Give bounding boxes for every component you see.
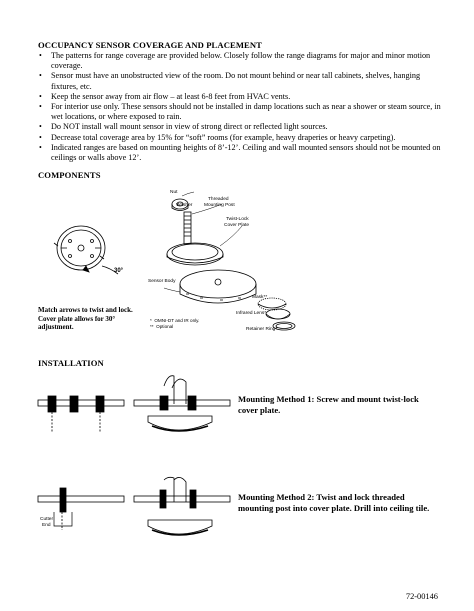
list-item: • The patterns for range coverage are provided below. Closely follow the range diagrams for major and minor motion coverage. (38, 51, 443, 71)
footnote-text: OMNI-DT and IR only. (154, 318, 200, 323)
cutter-end-label: Cutter End (40, 517, 54, 528)
mounting-method-2: Mounting Method 2: Twist and lock threaded mounting post into cover plate. Drill into ceiling tile. (238, 492, 430, 513)
components-heading: COMPONENTS (38, 170, 101, 180)
installation-heading: INSTALLATION (38, 358, 104, 368)
retainer-ring-label: Retainer Ring* (246, 327, 278, 332)
mask-label: Mask** (252, 295, 268, 300)
list-item: • Do NOT install wall mount sensor in view of strong direct or reflected light sources. (38, 122, 443, 132)
washer-label: Washer (176, 203, 193, 208)
coverage-bullet-list (38, 51, 443, 163)
list-item: • Indicated ranges are based on mounting heights of 8’-12’. Ceiling and wall mounted sensors should not be mounted on ceilings or walls above 12’. (38, 143, 443, 163)
footnote-mark: ** (150, 324, 154, 329)
infrared-lens-label: Infrared Lens* (236, 311, 267, 316)
footnote-text: Optional (156, 324, 174, 329)
method2-diagram (36, 474, 232, 550)
cover-plate-detail (54, 226, 118, 274)
list-item: • Keep the sensor away from air flow – at least 6-8 feet from HVAC vents. (38, 92, 443, 102)
footnote-mark: * (150, 318, 152, 323)
cover-plate-caption: Match arrows to twist and lock. Cover plate allows for 30° adjustment. (38, 306, 133, 331)
twist-lock-label: Twist-Lock Cover Plate (224, 217, 250, 228)
angle-label: 30° (114, 268, 124, 274)
sensor-body (164, 270, 256, 303)
components-footnotes (150, 318, 240, 330)
threaded-post (184, 204, 222, 244)
nut-label: Nut (170, 190, 178, 195)
list-item: • For interior use only. These sensors should not be installed in damp locations such as near a shower or steam source, in wet locations, or where exposed to rain. (38, 102, 443, 122)
threaded-post-label: Threaded Mounting Post (204, 197, 235, 208)
list-item: • Sensor must have an unobstructed view of the room. Do not mount behind or near tall cabinets, shelves, hanging fixtures, etc. (38, 71, 443, 91)
twist-lock-plate (167, 226, 242, 265)
coverage-heading: OCCUPANCY SENSOR COVERAGE AND PLACEMENT (38, 40, 263, 50)
document-number: 72-00146 (405, 592, 438, 601)
list-item: • Decrease total coverage area by 15% for “soft” rooms (for example, heavy draperies or heavy carpeting). (38, 133, 443, 143)
sensor-body-label: Sensor Body (148, 279, 176, 284)
method1-diagram (36, 370, 232, 440)
mounting-method-1: Mounting Method 1: Screw and mount twist-lock cover plate. (238, 394, 419, 415)
infrared-lens (266, 309, 290, 319)
